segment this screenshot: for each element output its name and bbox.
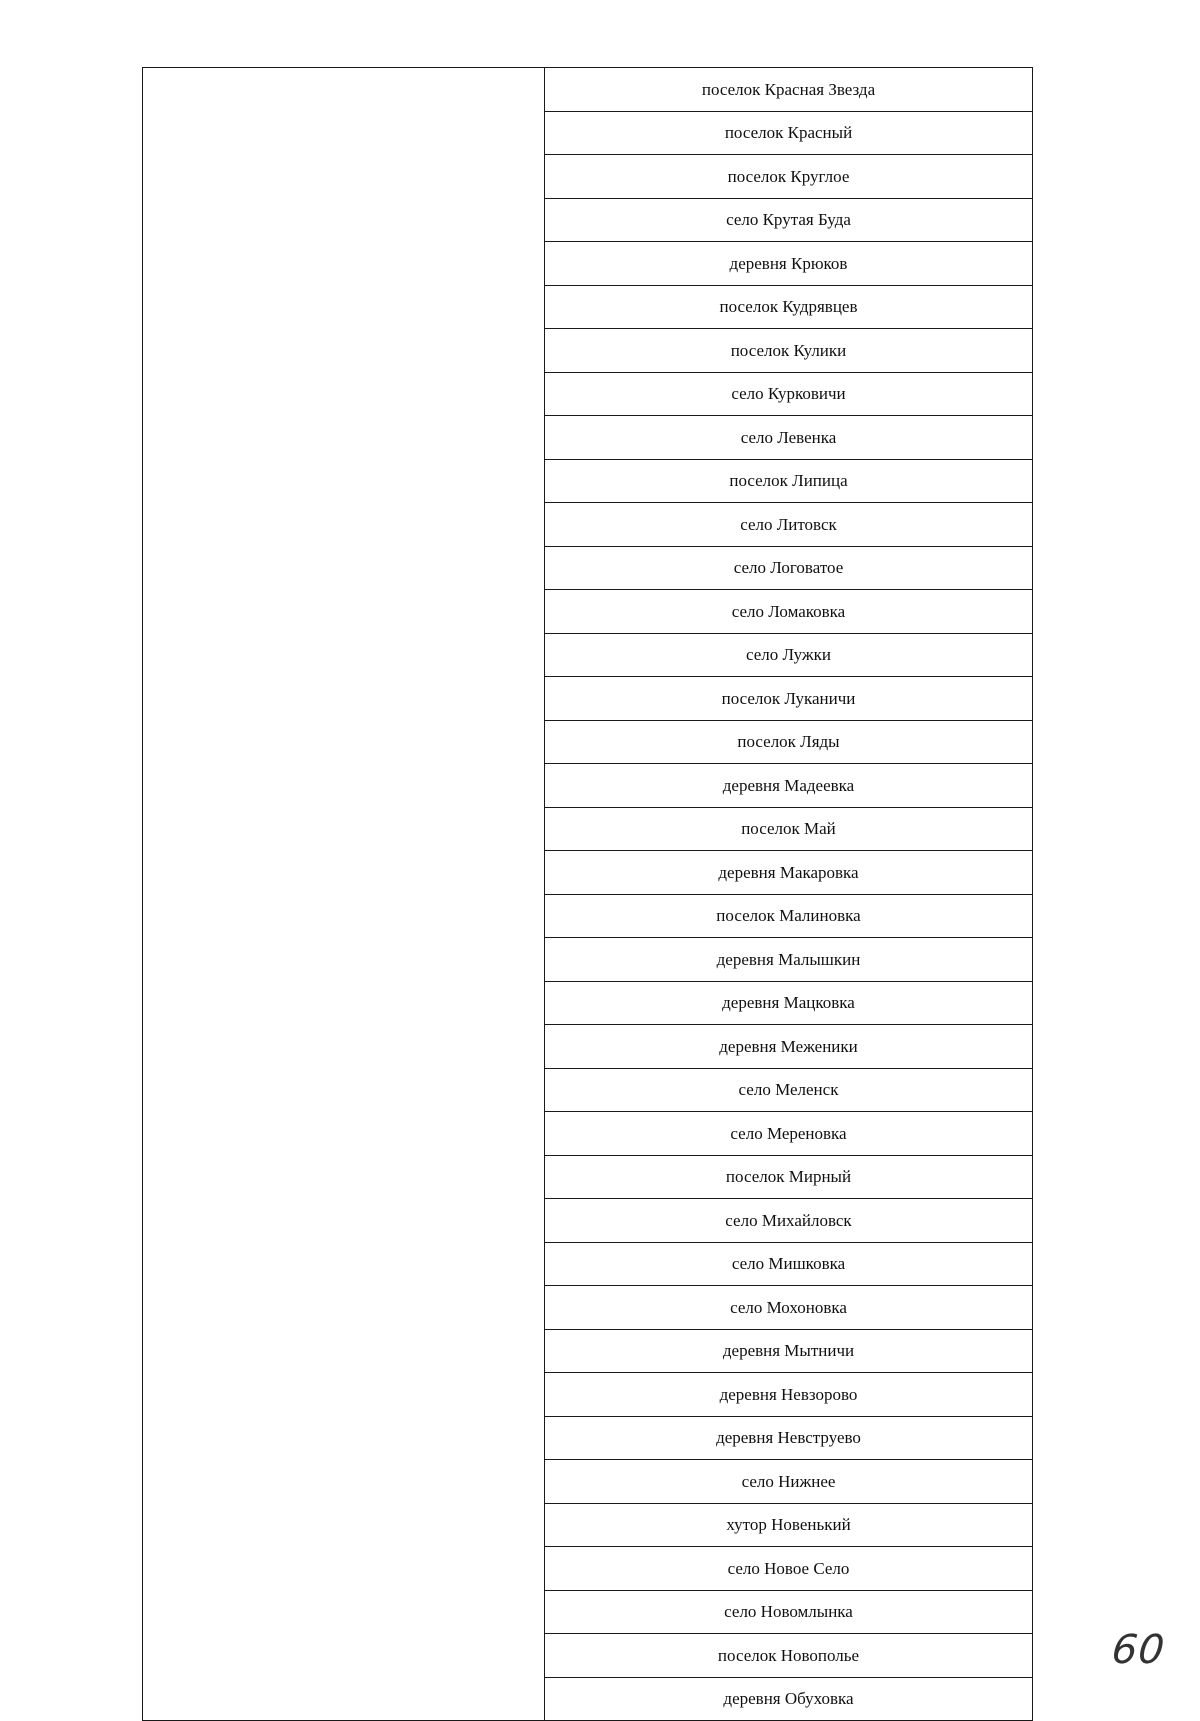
locality-cell: деревня Обуховка — [545, 1677, 1033, 1721]
locality-cell: село Михайловск — [545, 1199, 1033, 1243]
empty-left-column-cell — [143, 68, 545, 1721]
locality-cell: село Мохоновка — [545, 1286, 1033, 1330]
locality-cell: село Новое Село — [545, 1547, 1033, 1591]
locality-cell: хутор Новенький — [545, 1503, 1033, 1547]
locality-cell: поселок Малиновка — [545, 894, 1033, 938]
locality-cell: село Мишковка — [545, 1242, 1033, 1286]
locality-cell: поселок Красная Звезда — [545, 68, 1033, 112]
table-row — [143, 68, 1033, 112]
locality-cell: село Крутая Буда — [545, 198, 1033, 242]
locality-cell: поселок Ляды — [545, 720, 1033, 764]
locality-cell: поселок Круглое — [545, 155, 1033, 199]
locality-cell: село Курковичи — [545, 372, 1033, 416]
locality-cell: село Литовск — [545, 503, 1033, 547]
locality-cell: деревня Макаровка — [545, 851, 1033, 895]
handwritten-page-number: 60 — [1109, 1627, 1168, 1673]
locality-cell: село Меленск — [545, 1068, 1033, 1112]
locality-cell: деревня Невструево — [545, 1416, 1033, 1460]
locality-cell: деревня Меженики — [545, 1025, 1033, 1069]
locality-cell: село Лужки — [545, 633, 1033, 677]
locality-cell: деревня Малышкин — [545, 938, 1033, 982]
locality-cell: поселок Май — [545, 807, 1033, 851]
locality-cell: село Мереновка — [545, 1112, 1033, 1156]
locality-cell: поселок Кудрявцев — [545, 285, 1033, 329]
locality-cell: деревня Невзорово — [545, 1373, 1033, 1417]
localities-table — [142, 67, 1033, 1721]
locality-cell: деревня Мадеевка — [545, 764, 1033, 808]
locality-cell: село Левенка — [545, 416, 1033, 460]
locality-cell: деревня Мацковка — [545, 981, 1033, 1025]
locality-cell: село Новомлынка — [545, 1590, 1033, 1634]
locality-cell: село Логоватое — [545, 546, 1033, 590]
locality-cell: поселок Красный — [545, 111, 1033, 155]
locality-cell: поселок Луканичи — [545, 677, 1033, 721]
locality-cell: поселок Кулики — [545, 329, 1033, 373]
table-body — [143, 68, 1033, 1721]
locality-cell: деревня Мытничи — [545, 1329, 1033, 1373]
locality-cell: поселок Липица — [545, 459, 1033, 503]
locality-cell: село Нижнее — [545, 1460, 1033, 1504]
locality-cell: село Ломаковка — [545, 590, 1033, 634]
locality-cell: поселок Мирный — [545, 1155, 1033, 1199]
locality-cell: деревня Крюков — [545, 242, 1033, 286]
locality-cell: поселок Новополье — [545, 1634, 1033, 1678]
